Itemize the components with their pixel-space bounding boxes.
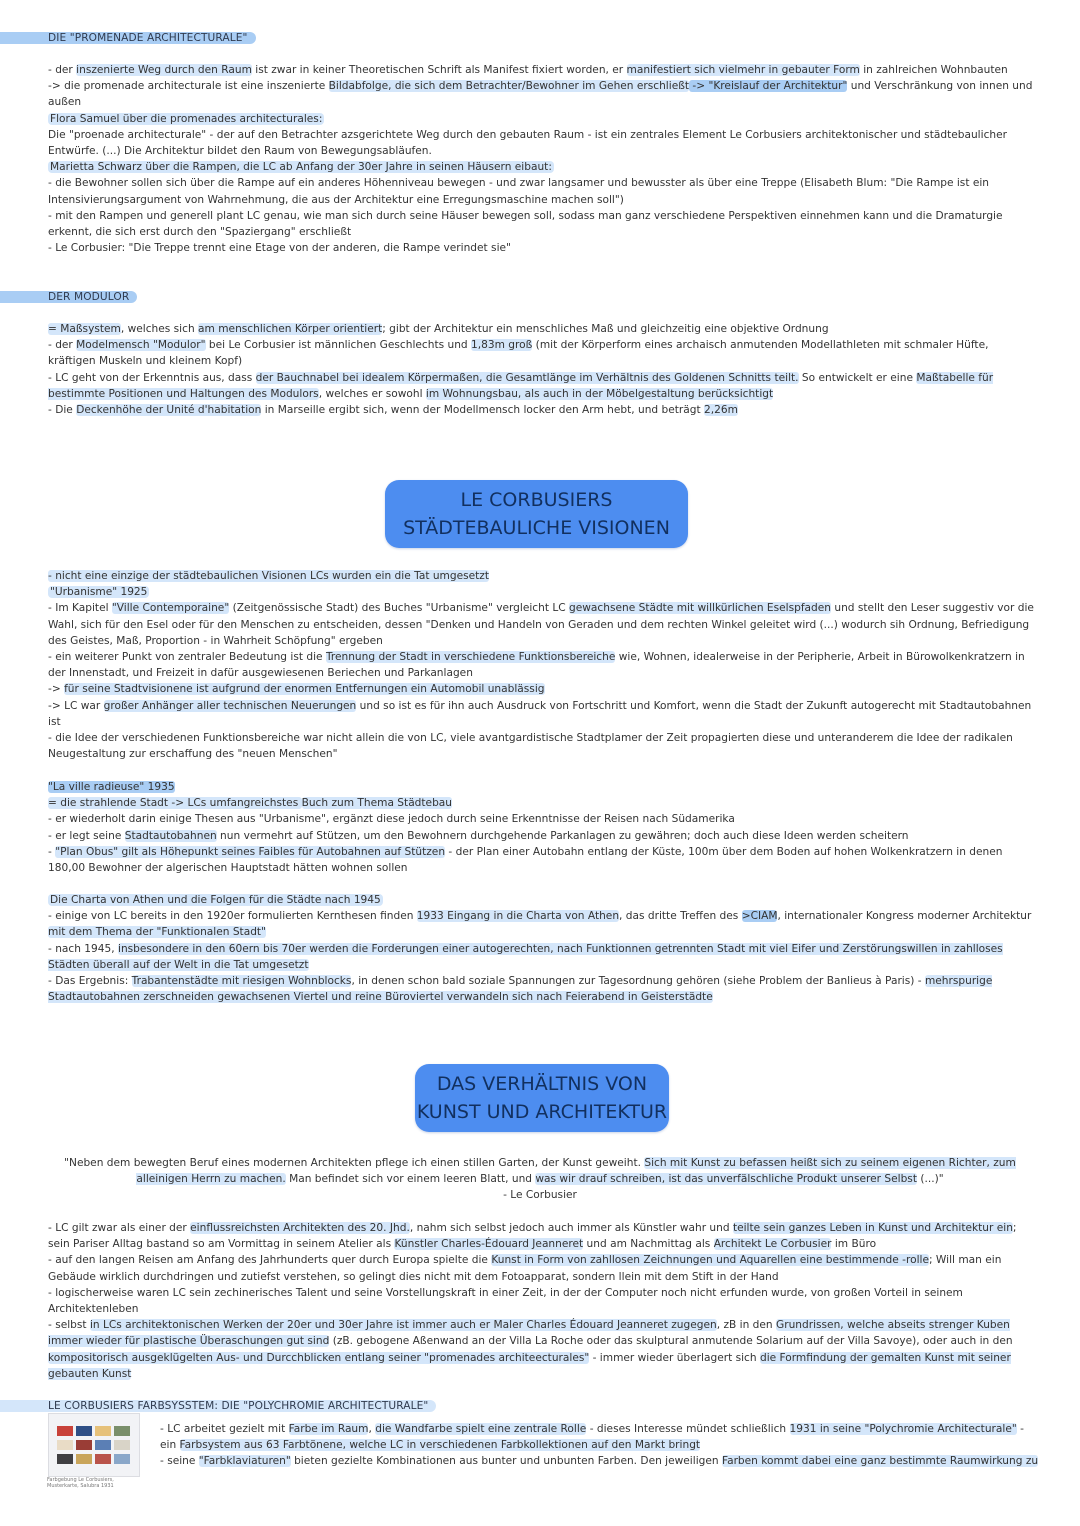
kunst-line-4: - selbst in LCs architektonischen Werken der 20er und 30er Jahre ist immer auch er Maler Charles Édouard Jeanneret zugegen, zB in den Grundrissen, welche abseits strenger Kuben immer wieder für plastische Überaschungen gut sind (zB. gebogene Aßenwand an der Villa La Roche oder das skulptural anmutende Solarium auf der Villa Savoye), oder auch in den kompositorisch ausgeklügelten Aus- und Durcchblicken entlang seiner "promenades architeecturales" - immer wieder überlagert sich die Formfindung der gemalten Kunst mit seiner gebauten Kunst xyxy=(48,1319,1013,1380)
corbusier-quote xyxy=(60,1155,1020,1204)
promenade-subheading-schwarz: Marietta Schwarz über die Rampen, die LC ab Anfang der 30er Jahre in seinen Häusern eibaut: xyxy=(50,161,552,174)
charta-line-1: - einige von LC bereits in den 1920er formulierten Kernthesen finden 1933 Eingang in die Charta von Athen, das dritte Treffen des >CIAM, internationaler Kongress moderner Architektur mit dem Thema der "Funktionalen Stadt" xyxy=(48,910,1032,939)
title-kunst-architektur xyxy=(415,1064,669,1132)
kunst-line-2: - auf den langen Reisen am Anfang des Jahrhunderts quer durch Europa spielte die Kunst in Form von zahllosen Zeichnungen und Aquarellen eine bestimmende -rolle; Will man ein Gebäude wirklich durchdringen und zutiefst verstehen, so gelingt dies nicht mit dem Fotoapparat, sondern llein mit dem Stift in der Hand xyxy=(48,1254,1002,1283)
promenade-line-perspektiven: - mit den Rampen und generell plant LC genau, wie man sich durch seine Häuser bewegen soll, sodass man ganz verschiedene Perspektiven einnehmen kann und die Dramaturgie erkennt, die sich erst durch den "Spaziergang" erschließt xyxy=(48,209,1003,239)
kunst-section xyxy=(48,1220,1038,1382)
radieuse-line-4: - "Plan Obus" gilt als Höhepunkt seines Faibles für Autobahnen auf Stützen - der Plan einer Autobahn entlang der Küste, 100m über dem Boden auf hohen Wolkenkratzern in denen 180,00 Bewohner der algerischen Hauptstadt hätten wohnen sollen xyxy=(48,845,1003,875)
quote-author: - Le Corbusier xyxy=(503,1189,577,1202)
urban-intro: - nicht eine einzige der städtebaulichen Visionen LCs wurden ein die Tat umgesetzt xyxy=(48,570,490,582)
promenade-paragraph-samuel: Die "proenade architecturale" - der auf den Betrachter azsgerichtete Weg durch den gebauten Raum - ist ein zentrales Element Le Corbusiers architektonischer und städtebaulicher Entwürfe. (...) Die Architektur bildet den Raum von Bewegungsabläufen. xyxy=(48,128,1007,158)
urban-line-1: - Im Kapitel "Ville Contemporaine" (Zeitgenössische Stadt) des Buches "Urbanisme" vergleicht LC gewachsene Städte mit willkürlichen Eselspfaden und stellt den Leser suggestiv vor die Wahl, sich für den Esel oder für den Menschen zu entscheiden, dessen "Denken und Handeln von Geraden und dem rechten Winkel geleitet wird (...) wodurch sih Ordnung, Befriedigung des Geistes, Maß, Proportion - in Wahrheit Schöpfung" ergeben xyxy=(48,602,1034,647)
title-staedtebau-line-1: LE CORBUSIERS xyxy=(460,489,613,511)
urban-line-2: - ein weiterer Punkt von zentraler Bedeutung ist die Trennung der Stadt in verschiedene Funktionsbereiche wie, Wohnen, idealerweise in der Peripherie, Arbeit in Bürowolkenkratzern in der Innenstadt, und Freizeit in dafür ausgewiesenen Beriechen und Parkanlagen xyxy=(48,651,1025,680)
quote-text: "Neben dem bewegten Beruf eines modernen Architekten pflege ich einen stillen Garten, der Kunst geweiht. Sich mit Kunst zu befassen heißt sich zu seinem eigenen Richter, zum alleinigen Herrn zu machen. Man befindet sich vor einem leeren Blatt, und was wir drauf schreiben, ist das unverfälschliche Produkt unserer Selbst (...)" xyxy=(64,1157,1016,1186)
urban-line-5: - die Idee der verschiedenen Funktionsbereiche war nicht allein die von LC, viele avantgardistische Stadtplamer der Zeit propagierten diese und unteranderem die Idee der radikalen Neugestaltung zur erschaffung des "neuen Menschen" xyxy=(48,732,1013,761)
image-caption: Farbgebung Le Corbusiers, Musterkarte, Salubra 1931 xyxy=(47,1477,114,1489)
promenade-line-zitat: - Le Corbusier: "Die Treppe trennt eine Etage von der anderen, die Rampe verindet sie" xyxy=(48,242,511,255)
promenade-header: DIE "PROMENADE ARCHITECTURALE" xyxy=(0,32,256,44)
kunst-line-3: - logischerweise waren LC sein zechinerisches Talent und seine Vorstellungskraft in einer Zeit, in der der Computer noch nicht erfunden wurde, von großen Vorteil in seinem Architektenleben xyxy=(48,1286,963,1316)
farbsystem-section xyxy=(160,1421,1040,1470)
urban-subheading-radieuse: "La ville radieuse" 1935 xyxy=(48,781,175,793)
title-kunst-line-1: DAS VERHÄLTNIS VON xyxy=(436,1073,648,1095)
modulor-line-1: = Maßsystem, welches sich am menschlichen Körper orientiert; gibt der Architektur ein menschliches Maß und gleichzeitig eine objektive Ordnung xyxy=(48,323,829,335)
promenade-line-1: - der inszenierte Weg durch den Raum ist zwar in keiner Theoretischen Schrift als Manifest fixiert worden, er manifestiert sich vielmehr in gebauter Form in zahlreichen Wohnbauten xyxy=(48,64,1008,76)
promenade-line-rampe: - die Bewohner sollen sich über die Rampe auf ein anderes Höhenniveau bewegen - und zwar langsamer und bewusster als über eine Treppe (Elisabeth Blum: "Die Rampe ist ein Intensivierungsargument von Wahrnehmung, die aus der Architektur eine Erregungsmaschine machen soll") xyxy=(48,177,990,206)
promenade-subheading-samuel: Flora Samuel über die promenades architecturales: xyxy=(50,112,323,125)
urban-subheading-urbanisme: "Urbanisme" 1925 xyxy=(50,586,148,599)
promenade-line-2: -> die promenade architecturale ist eine inszenierte Bildabfolge, die sich dem Betrachter/Bewohner im Gehen erschließt -> "Kreislauf der Architektur" und Verschränkung von innen und außen xyxy=(48,80,1033,109)
color-swatch-image xyxy=(48,1413,140,1477)
radieuse-line-1: = die strahlende Stadt -> LCs umfangreichstes Buch zum Thema Städtebau xyxy=(48,797,453,810)
radieuse-line-2: - er wiederholt darin einige Thesen aus "Urbanisme", ergänzt diese jedoch durch seine Erkenntnisse der Reisen nach Südamerika xyxy=(48,813,735,826)
modulor-line-3: - LC geht von der Erkenntnis aus, dass der Bauchnabel bei idealem Körpermaßen, die Gesamtlänge im Verhältnis des Goldenen Schnitts teilt. So entwickelt er eine Maßtabelle für bestimmte Positionen und Haltungen des Modulors, welches er sowohl im Wohnungsbau, als auch in der Möbelgestaltung berücksichtigt xyxy=(48,371,994,400)
modulor-section xyxy=(48,321,1038,418)
urban-line-4: -> LC war großer Anhänger aller technischen Neuerungen und so ist es für ihn auch Ausdruck von Fortschritt und Komfort, wenn die Stadt der Zukunft autogerecht mit Stadtautobahnen ist xyxy=(48,699,1032,728)
modulor-line-2: - der Modelmensch "Modulor" bei Le Corbusier ist männlichen Geschlechts und 1,83m groß (mit der Körperform eines archaisch anmutenden Modellathleten mit schmaler Hüfte, kräftigen Muskeln und kleinem Kopf) xyxy=(48,339,989,368)
radieuse-line-3: - er legt seine Stadtautobahnen nun vermehrt auf Stützen, um den Bewohnern durchgehende Parkanlagen zu gewähren; doch auch diese Ideen werden scheitern xyxy=(48,829,909,842)
urbanisme-section xyxy=(48,568,1038,762)
kunst-line-1: - LC gilt zwar als einer der einflussreichsten Architekten des 20. Jhd., nahm sich selbst jedoch auch immer als Künstler wahr und teilte sein ganzes Leben in Kunst und Architektur ein; sein Pariser Alltag bastand so am Vormittag in seinem Atelier als Künstler Charles-Édouard Jeanneret und am Nachmittag als Architekt Le Corbusier im Büro xyxy=(48,1222,1017,1251)
modulor-header: DER MODULOR xyxy=(0,291,137,303)
title-staedtebau xyxy=(385,480,688,548)
charta-line-3: - Das Ergebnis: Trabantenstädte mit riesigen Wohnblocks, in denen schon bald soziale Spannungen zur Tagesordnung gehören (siehe Problem der Banlieus à Paris) - mehrspurige Stadtautobahnen zerschneiden gewachsenen Viertel und reine Büroviertel verwandeln sich nach Feierabend in Geisterstädte xyxy=(48,975,993,1004)
farbsystem-header: LE CORBUSIERS FARBSYSSTEM: DIE "POLYCHROMIE ARCHITECTURALE" xyxy=(0,1400,436,1412)
charta-section xyxy=(48,892,1038,1005)
title-kunst-line-2: KUNST UND ARCHITEKTUR xyxy=(416,1101,668,1123)
charta-line-2: - nach 1945, insbesondere in den 60ern bis 70er werden die Forderungen einer autogerechten, nach Funktionnen getrennten Stadt mit viel Eifer und Zerstörungswillen in zahlloses Städten überall auf der Welt in die Tat umgesetzt xyxy=(48,942,1003,971)
promenade-section xyxy=(48,62,1038,256)
title-staedtebau-line-2: STÄDTEBAULICHE VISIONEN xyxy=(403,517,670,539)
modulor-line-4: - Die Deckenhöhe der Unité d'habitation in Marseille ergibt sich, wenn der Modellmensch locker den Arm hebt, und beträgt 2,26m xyxy=(48,404,738,417)
urban-line-3: -> für seine Stadtvisionene ist aufgrund der enormen Entfernungen ein Automobil unablässig xyxy=(48,683,545,696)
farb-line-1: - LC arbeitet gezielt mit Farbe im Raum, die Wandfarbe spielt eine zentrale Rolle - dieses Interesse mündet schließlich 1931 in seine "Polychromie Architecturale" - ein Farbsystem aus 63 Farbtönene, welche LC in verschiedenen Farbkollektionen auf den Markt bringt xyxy=(160,1423,1024,1452)
ville-radieuse-section xyxy=(48,779,1038,876)
urban-subheading-charta: Die Charta von Athen und die Folgen für die Städte nach 1945 xyxy=(50,894,381,906)
farb-line-2: - seine "Farbklaviaturen" bieten gezielte Kombinationen aus bunter und unbunten Farben. Den jeweiligen Farben kommt dabei eine ganz bestimmte Raumwirkung zu xyxy=(160,1455,1039,1468)
